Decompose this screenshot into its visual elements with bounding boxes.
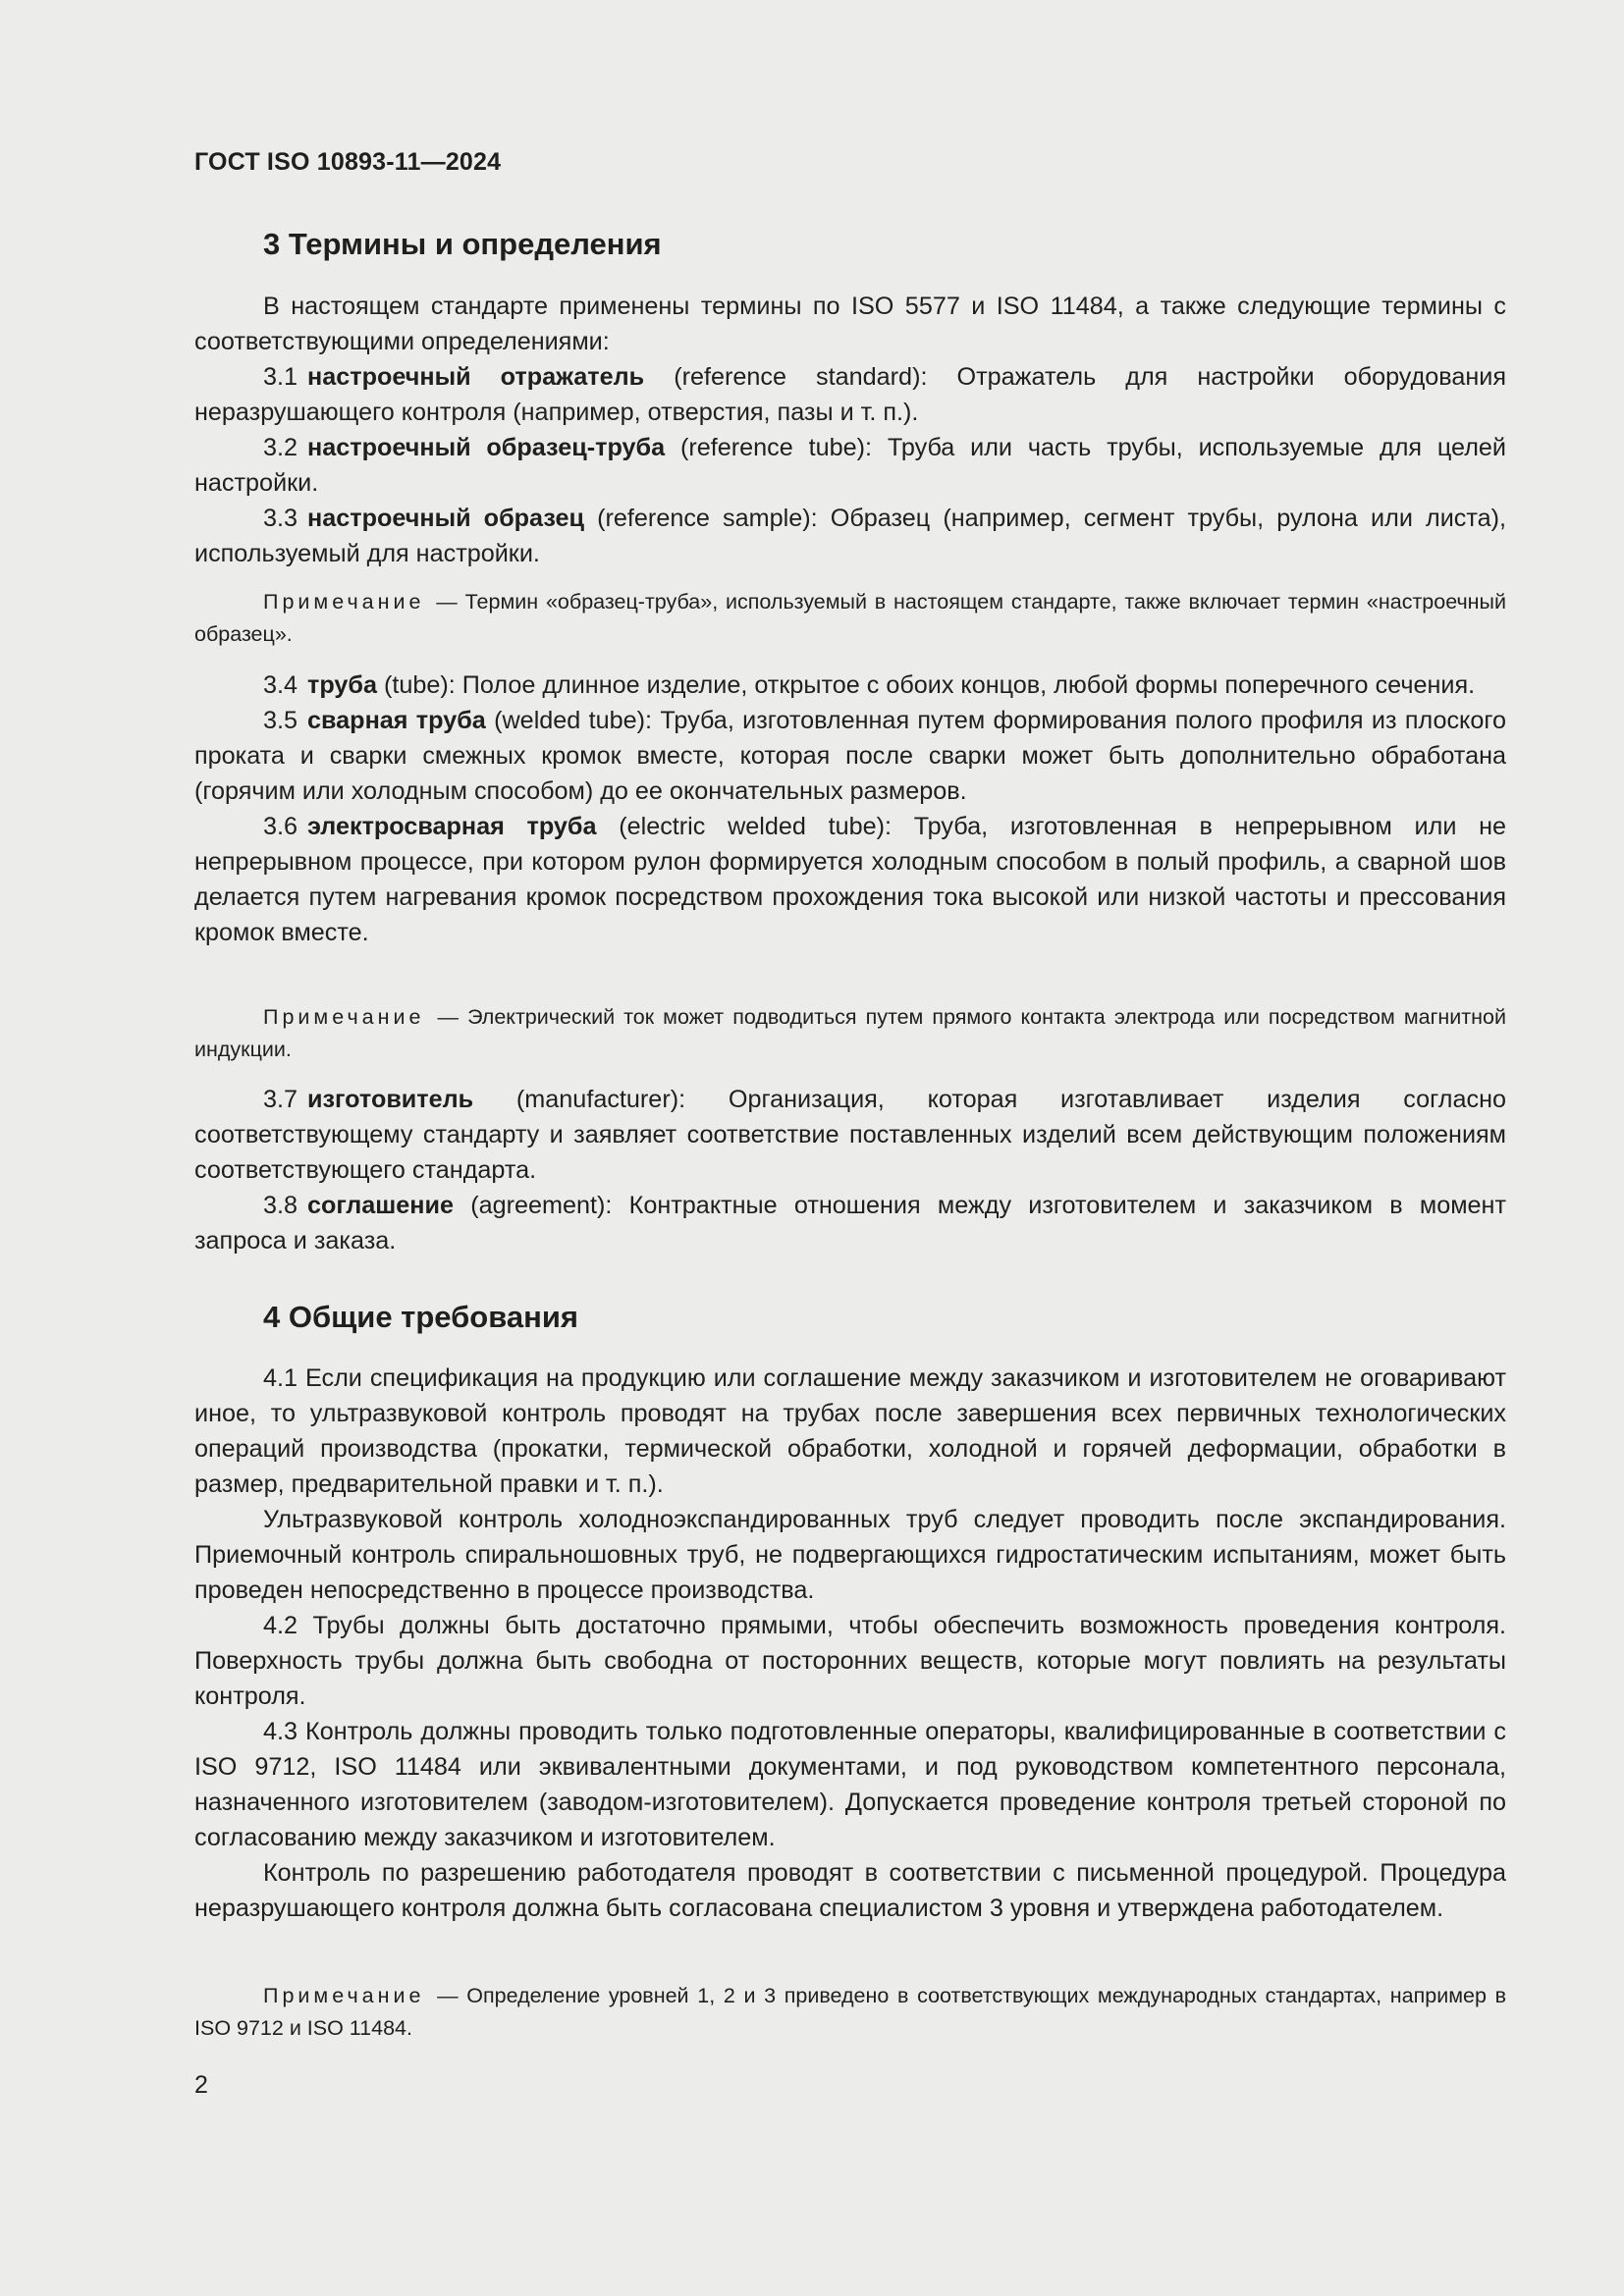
term-number: 3.2	[263, 434, 298, 461]
term-name: электросварная труба	[307, 813, 597, 840]
section-3-terms-block-2	[194, 667, 1506, 950]
term-number: 3.3	[263, 505, 298, 532]
term-name: настроечный образец-труба	[307, 434, 666, 461]
term-definition: Полое длинное изделие, открытое с обоих концов, любой формы поперечного сечения.	[461, 671, 1476, 699]
term-definition: Организация, которая изготавливает изделия согласно соответствующему стандарту и заявляет соответствие поставленных изделий всем действующим положениям соответствующего стандарта.	[194, 1086, 1507, 1184]
term-definition: Труба, изготовленная в непрерывном или не непрерывном процессе, при котором рулон формируется холодным способом в полый профиль, а сварной шов делается путем нагревания кромок посредством прохождения тока высокой или низкой частоты и прессования кромок вместе.	[194, 813, 1507, 946]
term-3-2	[194, 430, 1506, 501]
note-label: Примечание	[263, 1005, 425, 1029]
term-name: настроечный отражатель	[307, 363, 645, 391]
term-number: 3.8	[263, 1192, 298, 1219]
section-3-terms-block	[194, 289, 1506, 571]
term-number: 3.6	[263, 813, 298, 840]
term-english: (manufacturer):	[515, 1086, 686, 1113]
term-english: (electric welded tube):	[619, 813, 892, 840]
term-name: сварная труба	[307, 707, 486, 734]
term-3-1	[194, 359, 1506, 430]
note-text: — Определение уровней 1, 2 и 3 приведено в соответствующих международных стандартах, например в ISO 9712 и ISO 11484.	[194, 1984, 1506, 2040]
note-2	[194, 1001, 1506, 1066]
term-name: настроечный образец	[307, 505, 585, 532]
section-3-terms-block-3	[194, 1082, 1506, 1258]
note-1	[194, 586, 1506, 651]
term-3-8	[194, 1188, 1506, 1258]
paragraph-4-3: 4.3 Контроль должны проводить только подготовленные операторы, квалифицированные в соответствии с ISO 9712, ISO 11484 или эквивалентными документами, и под руководством компетентного персонала, назначенного изготовителем (заводом-изготовителем). Допускается проведение контроля третьей стороной по согласованию между заказчиком и изготовителем.	[194, 1718, 1506, 1851]
note-label: Примечание	[263, 590, 425, 614]
term-number: 3.1	[263, 363, 298, 391]
term-3-3	[194, 501, 1506, 571]
paragraph-4-2: 4.2 Трубы должны быть достаточно прямыми, чтобы обеспечить возможность проведения контроля. Поверхность трубы должна быть свободна от посторонних веществ, которые могут повлиять на результаты контроля.	[194, 1612, 1506, 1710]
document-code-header: ГОСТ ISO 10893-11—2024	[194, 148, 502, 176]
section-4-title: 4 Общие требования	[263, 1300, 578, 1334]
term-english: (agreement):	[470, 1192, 613, 1219]
note-text: — Электрический ток может подводиться путем прямого контакта электрода или посредством магнитной индукции.	[194, 1005, 1506, 1061]
term-3-7	[194, 1082, 1506, 1188]
term-number: 3.4	[263, 671, 298, 699]
paragraph-4-1-cont: Ультразвуковой контроль холодноэкспандированных труб следует проводить после экспандирования. Приемочный контроль спиральношовных труб, не подвергающихся гидростатическим испытаниям, может быть проведен непосредственно в процессе производства.	[194, 1506, 1506, 1604]
term-definition: Отражатель для настройки оборудования неразрушающего контроля (например, отверстия, пазы и т. п.).	[194, 363, 1506, 426]
page-number: 2	[194, 2071, 208, 2099]
term-name: изготовитель	[307, 1086, 474, 1113]
term-name: соглашение	[307, 1192, 454, 1219]
term-definition: Образец (например, сегмент трубы, рулона или листа), используемый для настройки.	[194, 505, 1507, 567]
paragraph-4-3-cont: Контроль по разрешению работодателя проводят в соответствии с письменной процедурой. Процедура неразрушающего контроля должна быть согласована специалистом 3 уровня и утверждена работодателем.	[194, 1859, 1506, 1922]
term-definition: Труба или часть трубы, используемые для целей настройки.	[194, 434, 1507, 497]
note-3	[194, 1980, 1506, 2045]
note-text: — Термин «образец-труба», используемый в настоящем стандарте, также включает термин «настроечный образец».	[194, 590, 1506, 646]
term-english: (reference sample):	[597, 505, 818, 532]
paragraph-4-1: 4.1 Если спецификация на продукцию или соглашение между заказчиком и изготовителем не оговаривают иное, то ультразвуковой контроль проводят на трубах после завершения всех первичных технологических операций производства (прокатки, термической обработки, холодной и горячей деформации, обработки в размер, предварительной правки и т. п.).	[194, 1364, 1506, 1498]
term-3-5	[194, 703, 1506, 809]
term-english: (tube):	[383, 671, 456, 699]
term-number: 3.7	[263, 1086, 298, 1113]
section-3-intro: В настоящем стандарте применены термины по ISO 5577 и ISO 11484, а также следующие термины с соответствующими определениями:	[194, 293, 1506, 355]
term-english: (reference standard):	[674, 363, 928, 391]
term-definition: Контрактные отношения между изготовителем и заказчиком в момент запроса и заказа.	[194, 1192, 1506, 1255]
term-number: 3.5	[263, 707, 298, 734]
term-3-4	[194, 667, 1506, 703]
section-4-body	[194, 1361, 1506, 1926]
term-english: (reference tube):	[679, 434, 873, 461]
term-definition: Труба, изготовленная путем формирования полого профиля из плоского проката и сварки смежных кромок вместе, которая после сварки может быть дополнительно обработана (горячим или холодным способом) до ее окончательных размеров.	[194, 707, 1507, 805]
section-3-title: 3 Термины и определения	[263, 227, 662, 261]
note-label: Примечание	[263, 1984, 425, 2007]
term-name: труба	[307, 671, 377, 699]
term-english: (welded tube):	[494, 707, 653, 734]
term-3-6	[194, 809, 1506, 950]
